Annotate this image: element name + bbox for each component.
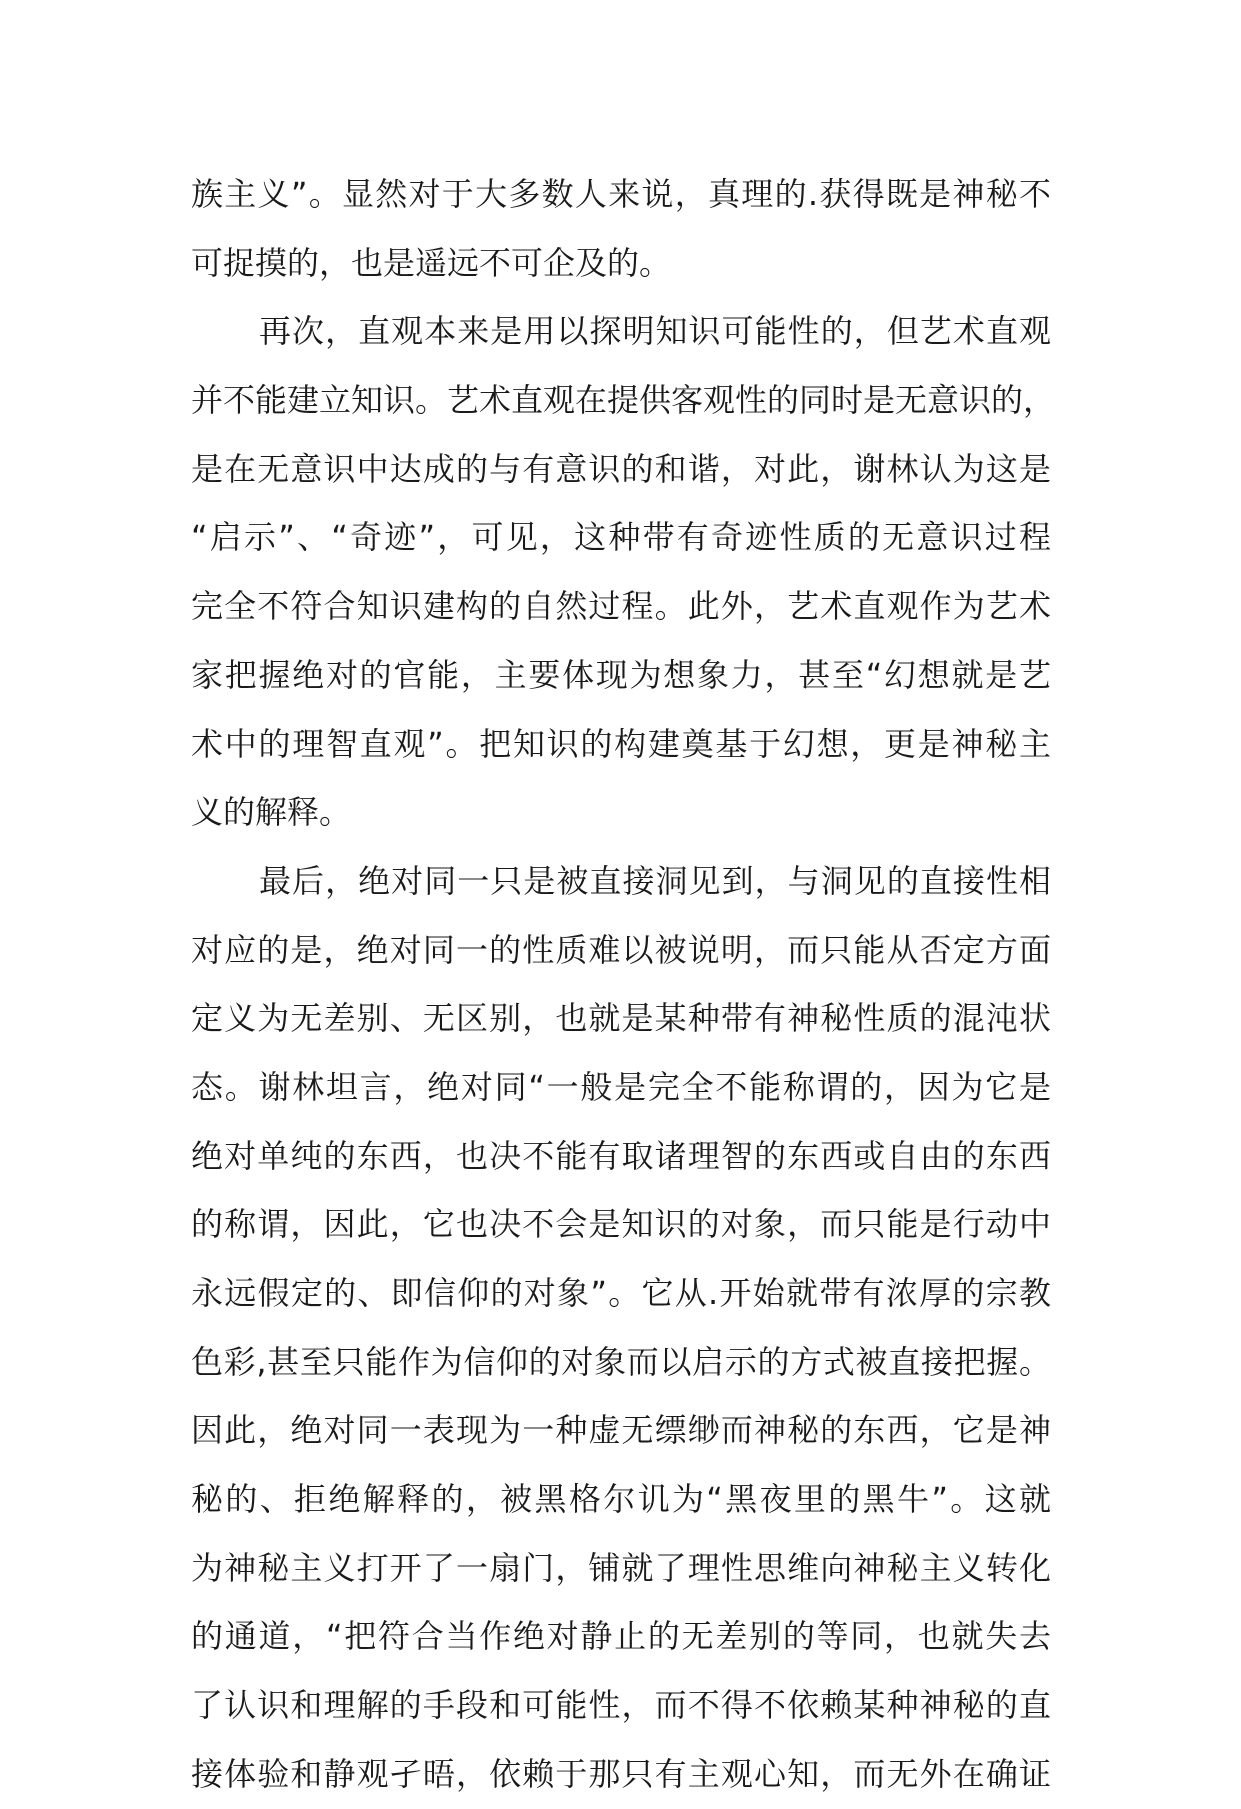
- text-line: “启示”、“奇迹”，可见，这种带有奇迹性质的无意识过程: [191, 518, 1051, 557]
- text-line: 的通道，“把符合当作绝对静止的无差别的等同，也就失去: [191, 1617, 1051, 1656]
- paragraph-first-line: 再次，直观本来是用以探明知识可能性的，但艺术直观: [259, 312, 1051, 351]
- text-line: 术中的理智直观”。把知识的构建奠基于幻想，更是神秘主: [191, 724, 1051, 763]
- paragraph-first-line: 最后，绝对同一只是被直接洞见到，与洞见的直接性相: [259, 861, 1051, 900]
- text-line: 接体验和静观孑晤，依赖于那只有主观心知，而无外在确证: [191, 1754, 1051, 1793]
- text-line: 并不能建立知识。艺术直观在提供客观性的同时是无意识的，: [191, 381, 1056, 420]
- text-line: 秘的、拒绝解释的，被黑格尔讥为“黑夜里的黑牛”。这就: [191, 1480, 1051, 1519]
- text-line: 永远假定的、即信仰的对象”。它从.开始就带有浓厚的宗教: [191, 1274, 1051, 1312]
- text-line: 对应的是，绝对同一的性质难以被说明，而只能从否定方面: [191, 930, 1051, 969]
- text-line: 义的解释。: [191, 793, 352, 832]
- body-text: [191, 160, 1056, 1809]
- text-line: 了认识和理解的手段和可能性，而不得不依赖某种神秘的直: [191, 1686, 1051, 1725]
- text-line: 族主义”。显然对于大多数人来说，真理的.获得既是神秘不: [191, 175, 1051, 213]
- text-line: 态。谢林坦言，绝对同“一般是完全不能称谓的，因为它是: [191, 1067, 1051, 1106]
- text-line: 色彩,甚至只能作为信仰的对象而以启示的方式被直接把握。: [191, 1342, 1051, 1381]
- text-line: 因此，绝对同一表现为一种虚无缥缈而神秘的东西，它是神: [191, 1411, 1051, 1450]
- text-line: 为神秘主义打开了一扇门，铺就了理性思维向神秘主义转化: [191, 1548, 1051, 1587]
- text-line: 可捉摸的，也是遥远不可企及的。: [191, 243, 672, 282]
- text-line: 完全不符合知识建构的自然过程。此外，艺术直观作为艺术: [191, 587, 1051, 626]
- text-line: 是在无意识中达成的与有意识的和谐，对此，谢林认为这是: [191, 449, 1051, 488]
- text-line: 的称谓，因此，它也决不会是知识的对象，而只能是行动中: [191, 1205, 1051, 1244]
- text-line: 绝对单纯的东西，也决不能有取诸理智的东西或自由的东西: [191, 1136, 1051, 1175]
- text-line: 定义为无差别、无区别，也就是某种带有神秘性质的混沌状: [191, 999, 1051, 1038]
- text-line: 家把握绝对的官能，主要体现为想象力，甚至“幻想就是艺: [191, 655, 1051, 694]
